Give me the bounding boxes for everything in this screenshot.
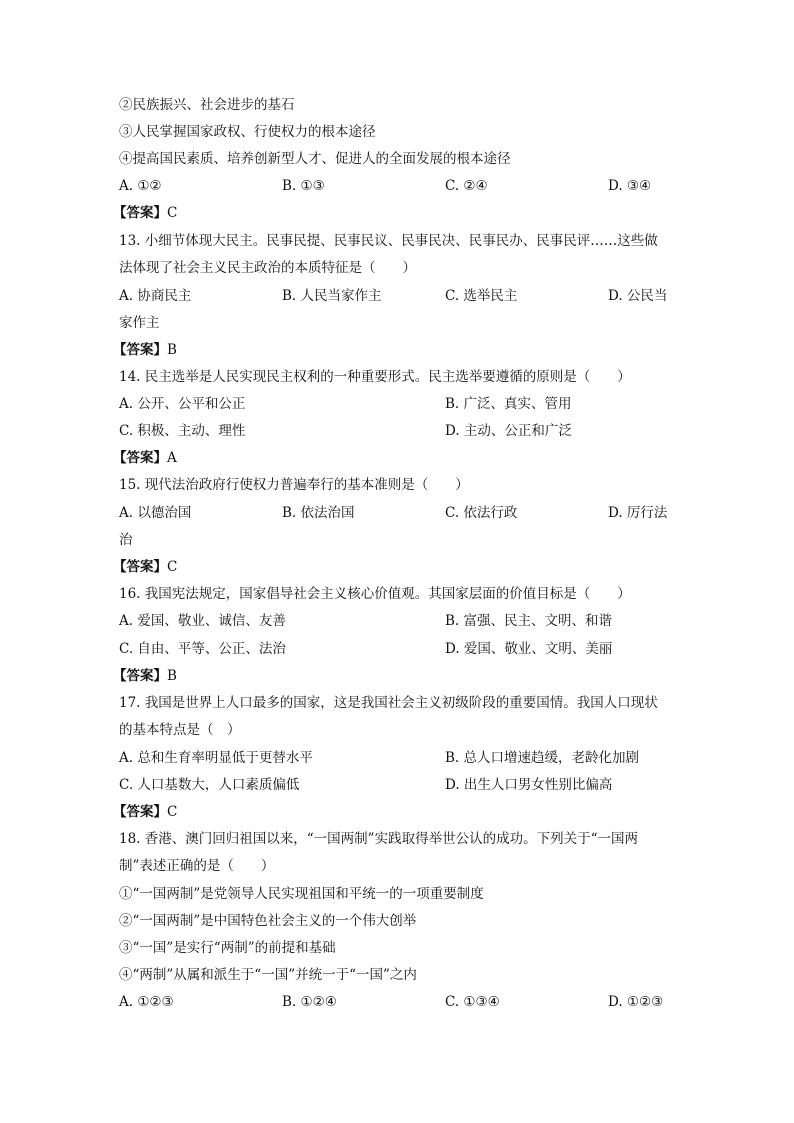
q17-option-d: D. 出生人口男女性别比偏高 — [445, 777, 613, 793]
q13-stem-line-1: 13. 小细节体现大民主。民事民提、民事民议、民事民决、民事民办、民事民评……这些做 — [119, 233, 658, 249]
q12-item-2: ②民族振兴、社会进步的基石 — [119, 97, 295, 113]
q13-option-d-wrap: 家作主 — [119, 315, 160, 331]
q12-answer — [113, 204, 177, 222]
q14-option-b: B. 广泛、真实、管用 — [445, 396, 572, 412]
q15-option-b: B. 依法治国 — [282, 505, 355, 521]
q12-item-3: ③人民掌握国家政权、行使权力的根本途径 — [119, 124, 376, 140]
q17-stem-line-2: 的基本特点是（ ） — [119, 722, 241, 738]
q14-option-c: C. 积极、主动、理性 — [119, 423, 246, 439]
answer-label: 【答案】 — [113, 450, 167, 466]
q17-option-b: B. 总人口增速趋缓，老龄化加剧 — [445, 750, 640, 766]
answer-value: C — [167, 205, 178, 221]
q17-answer — [113, 803, 177, 821]
q12-option-c: C. ②④ — [445, 178, 488, 194]
q18-item-4: ④“两制”从属和派生于“一国”并统一于“一国”之内 — [119, 967, 417, 983]
q17-option-a: A. 总和生育率明显低于更替水平 — [119, 750, 313, 766]
answer-value: B — [167, 342, 177, 358]
answer-label: 【答案】 — [113, 342, 167, 358]
q16-option-d: D. 爱国、敬业、文明、美丽 — [445, 641, 613, 657]
answer-value: A — [167, 450, 177, 466]
q13-option-c: C. 选举民主 — [445, 288, 518, 304]
q17-option-c: C. 人口基数大，人口素质偏低 — [119, 777, 300, 793]
q18-option-b: B. ①②④ — [282, 994, 337, 1010]
q12-item-4: ④提高国民素质、培养创新型人才、促进人的全面发展的根本途径 — [119, 151, 511, 167]
q12-option-d: D. ③④ — [608, 178, 652, 194]
answer-label: 【答案】 — [113, 205, 167, 221]
q16-option-b: B. 富强、民主、文明、和谐 — [445, 613, 613, 629]
q12-option-b: B. ①③ — [282, 178, 325, 194]
q18-option-c: C. ①③④ — [445, 994, 500, 1010]
answer-label: 【答案】 — [113, 668, 167, 684]
q17-stem-line-1: 17. 我国是世界上人口最多的国家，这是我国社会主义初级阶段的重要国情。我国人口现状 — [119, 695, 658, 711]
q16-answer — [113, 667, 177, 685]
answer-value: C — [167, 804, 178, 820]
q18-option-a: A. ①②③ — [119, 994, 174, 1010]
q15-option-a: A. 以德治国 — [119, 505, 192, 521]
q15-option-d: D. 厉行法 — [608, 505, 668, 521]
q13-option-b: B. 人民当家作主 — [282, 288, 382, 304]
answer-value: B — [167, 668, 177, 684]
q13-option-d: D. 公民当 — [608, 288, 668, 304]
q13-stem-line-2: 法体现了社会主义民主政治的本质特征是（ ） — [119, 260, 416, 276]
q13-answer — [113, 341, 177, 359]
answer-value: C — [167, 559, 178, 575]
q14-stem-line-1: 14. 民主选举是人民实现民主权利的一种重要形式。民主选举要遵循的原则是（ ） — [119, 369, 631, 385]
q18-item-3: ③“一国”是实行“两制”的前提和基础 — [119, 940, 336, 956]
q18-stem-line-2: 制”表述正确的是（ ） — [119, 858, 275, 874]
q15-stem-line-1: 15. 现代法治政府行使权力普遍奉行的基本准则是（ ） — [119, 477, 469, 493]
q15-answer — [113, 558, 177, 576]
q14-answer — [113, 449, 177, 467]
q15-option-c: C. 依法行政 — [445, 505, 518, 521]
q12-option-a: A. ①② — [119, 178, 162, 194]
q18-item-2: ②“一国两制”是中国特色社会主义的一个伟大创举 — [119, 913, 417, 929]
q18-item-1: ①“一国两制”是党领导人民实现祖国和平统一的一项重要制度 — [119, 886, 484, 902]
q13-option-a: A. 协商民主 — [119, 288, 192, 304]
q16-option-a: A. 爱国、敬业、诚信、友善 — [119, 613, 286, 629]
q18-stem-line-1: 18. 香港、澳门回归祖国以来，“一国两制”实践取得举世公认的成功。下列关于“一国两 — [119, 831, 638, 847]
q14-option-d: D. 主动、公正和广泛 — [445, 423, 572, 439]
q14-option-a: A. 公开、公平和公正 — [119, 396, 246, 412]
q16-option-c: C. 自由、平等、公正、法治 — [119, 641, 286, 657]
q18-option-d: D. ①②③ — [608, 994, 664, 1010]
q16-stem-line-1: 16. 我国宪法规定，国家倡导社会主义核心价值观。其国家层面的价值目标是（ ） — [119, 586, 631, 602]
answer-label: 【答案】 — [113, 559, 167, 575]
answer-label: 【答案】 — [113, 804, 167, 820]
q15-option-d-wrap: 治 — [119, 532, 133, 548]
